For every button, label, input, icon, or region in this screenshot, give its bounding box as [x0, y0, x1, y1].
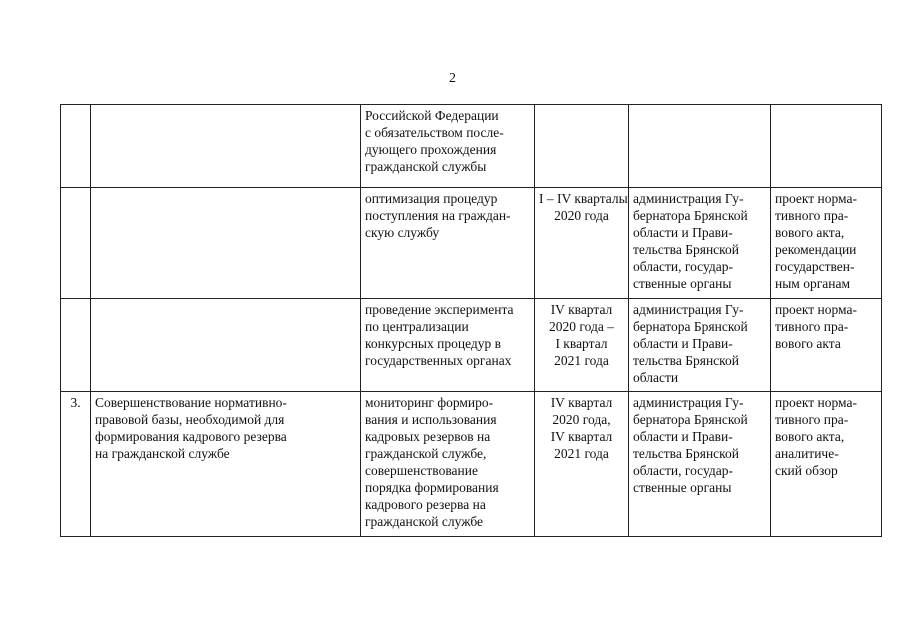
event-line: государственных органах: [365, 353, 512, 368]
responsible-line: тельства Брянской: [633, 242, 740, 257]
result-line: вового акта: [775, 336, 841, 351]
responsible-line: бернатора Брянской: [633, 319, 748, 334]
responsible-cell: [629, 105, 771, 188]
result-line: аналитиче-: [775, 446, 839, 461]
result-line: ский обзор: [775, 463, 838, 478]
deadline-cell: [535, 299, 629, 392]
task-cell: [91, 188, 361, 299]
result-line: проект норма-: [775, 395, 857, 410]
event-line: с обязательством после-: [365, 125, 504, 140]
responsible-cell: [629, 392, 771, 537]
result-line: тивного пра-: [775, 208, 849, 223]
event-line: скую службу: [365, 225, 440, 240]
deadline-line: IV квартал: [550, 429, 613, 444]
plan-table-body: [61, 105, 882, 537]
event-line: кадровых резервов на: [365, 429, 491, 444]
event-cell: [361, 105, 535, 188]
result-line: ным органам: [775, 276, 851, 291]
responsible-line: администрация Гу-: [633, 395, 744, 410]
event-cell: [361, 188, 535, 299]
responsible-line: бернатора Брянской: [633, 208, 748, 223]
responsible-line: ственные органы: [633, 276, 732, 291]
event-line: мониторинг формиро-: [365, 395, 494, 410]
event-line: кадрового резерва на: [365, 497, 486, 512]
result-line: проект норма-: [775, 191, 857, 206]
event-line: порядка формирования: [365, 480, 499, 495]
event-line: вания и использования: [365, 412, 497, 427]
responsible-line: области, государ-: [633, 463, 733, 478]
item-number-cell: [61, 299, 91, 392]
result-cell: [771, 105, 882, 188]
deadline-line: 2020 года,: [552, 412, 611, 427]
event-line: совершенствование: [365, 463, 478, 478]
table-row: [61, 188, 882, 299]
event-line: дующего прохождения: [365, 142, 497, 157]
event-cell: [361, 299, 535, 392]
responsible-line: тельства Брянской: [633, 353, 740, 368]
table-row: [61, 299, 882, 392]
table-row: [61, 392, 882, 537]
task-cell: [91, 392, 361, 537]
task-line: формирования кадрового резерва: [95, 429, 287, 444]
deadline-line: 2021 года: [554, 353, 609, 368]
event-line: гражданской службы: [365, 159, 487, 174]
responsible-line: тельства Брянской: [633, 446, 740, 461]
task-line: на гражданской службе: [95, 446, 230, 461]
responsible-line: области, государ-: [633, 259, 733, 274]
deadline-line: IV квартал: [550, 395, 613, 410]
task-line: Совершенствование нормативно-: [95, 395, 287, 410]
event-line: Российской Федерации: [365, 108, 499, 123]
responsible-cell: [629, 188, 771, 299]
responsible-line: области: [633, 370, 679, 385]
deadline-cell: [535, 188, 629, 299]
event-cell: [361, 392, 535, 537]
event-line: поступления на граждан-: [365, 208, 511, 223]
event-line: конкурсных процедур в: [365, 336, 502, 351]
page-number: 2: [449, 71, 456, 86]
deadline-line: 2020 года –: [549, 319, 614, 334]
item-number-cell: 3.: [61, 392, 91, 537]
result-line: вового акта,: [775, 429, 845, 444]
deadline-cell: [535, 392, 629, 537]
task-cell: [91, 299, 361, 392]
event-line: гражданской службе,: [365, 446, 487, 461]
responsible-line: ственные органы: [633, 480, 732, 495]
responsible-line: области и Прави-: [633, 336, 733, 351]
plan-table: [60, 104, 882, 537]
event-line: оптимизация процедур: [365, 191, 498, 206]
responsible-line: бернатора Брянской: [633, 412, 748, 427]
result-line: рекомендации: [775, 242, 857, 257]
deadline-line: 2020 года: [554, 208, 609, 223]
responsible-line: администрация Гу-: [633, 191, 744, 206]
result-cell: [771, 392, 882, 537]
responsible-line: администрация Гу-: [633, 302, 744, 317]
item-number-cell: [61, 105, 91, 188]
result-line: тивного пра-: [775, 412, 849, 427]
result-line: государствен-: [775, 259, 855, 274]
deadline-cell: [535, 105, 629, 188]
deadline-line: IV квартал: [550, 302, 613, 317]
event-line: проведение эксперимента: [365, 302, 514, 317]
responsible-cell: [629, 299, 771, 392]
event-line: по централизации: [365, 319, 469, 334]
result-line: тивного пра-: [775, 319, 849, 334]
item-number-cell: [61, 188, 91, 299]
responsible-line: области и Прави-: [633, 429, 733, 444]
task-line: правовой базы, необходимой для: [95, 412, 285, 427]
task-cell: [91, 105, 361, 188]
result-line: вового акта,: [775, 225, 845, 240]
result-cell: [771, 188, 882, 299]
table-row: [61, 105, 882, 188]
result-line: проект норма-: [775, 302, 857, 317]
result-cell: [771, 299, 882, 392]
event-line: гражданской службе: [365, 514, 484, 529]
responsible-line: области и Прави-: [633, 225, 733, 240]
deadline-line: I квартал: [555, 336, 608, 351]
deadline-line: 2021 года: [554, 446, 609, 461]
deadline-line: I – IV кварталы: [539, 191, 628, 206]
